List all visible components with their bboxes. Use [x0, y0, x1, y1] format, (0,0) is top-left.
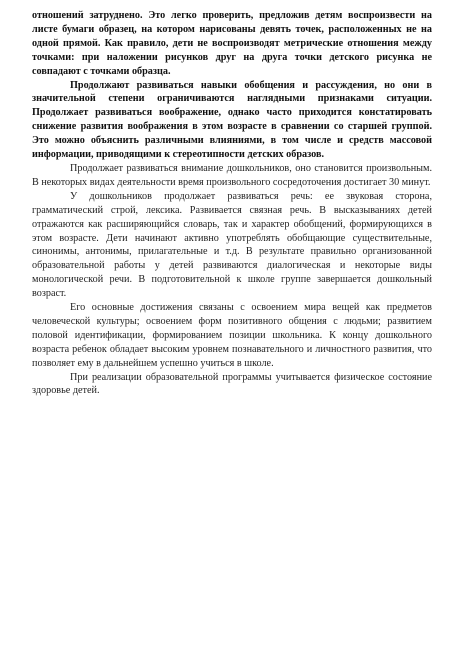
- paragraph-speech: У дошкольников продолжает развиваться речь: ее звуковая сторона, грамматический строй, лексика. Развивается связная речь. В высказываниях детей отражаются как расширяющийся словарь, так и характер обобщений, формирующихся в этом возрасте. Дети начинают активно употреблять обобщающие существительные, синонимы, антонимы, прилагательные и т.д. В результате правильно организованной образовательной работы у детей развиваются диалогическая и некоторые виды монологической речи. В подготовительной к школе группе завершается дошкольный возраст.: [32, 190, 432, 300]
- paragraph-generalization-imagination: Продолжают развиваться навыки обобщения и рассуждения, но они в значительной степени ограничиваются наглядными признаками ситуации. Продолжает развиваться воображение, однако часто приходится констатировать снижение развития воображения в этом возрасте в сравнении со старшей группой. Это можно объяснить различными влияниями, в том числе и средств массовой информации, приводящими к стереотипности детских образов.: [32, 79, 432, 161]
- paragraph-metric-relations: отношений затруднено. Это легко проверить, предложив детям воспроизвести на листе бумаги образец, на котором нарисованы девять точек, расположенных не на одной прямой. Как правило, дети не воспроизводят метрические отношения между точками: при наложении рисунков друг на друга точки детского рисунка не совпадают с точками образца.: [32, 10, 432, 77]
- document-body: [32, 9, 432, 398]
- paragraph-attention: Продолжает развиваться внимание дошкольников, оно становится произвольным. В некоторых видах деятельности время произвольного сосредоточения достигает 30 минут.: [32, 162, 432, 188]
- paragraph-achievements: Его основные достижения связаны с освоением мира вещей как предметов человеческой культуры; освоением форм позитивного общения с людьми; развитием половой идентификации, формированием позиции школьника. К концу дошкольного возраста ребенок обладает высоким уровнем познавательного и личностного развития, что позволяет ему в дальнейшем успешно учиться в школе.: [32, 302, 432, 369]
- paragraph-health: При реализации образовательной программы учитывается физическое состояние здоровье детей.: [32, 371, 432, 397]
